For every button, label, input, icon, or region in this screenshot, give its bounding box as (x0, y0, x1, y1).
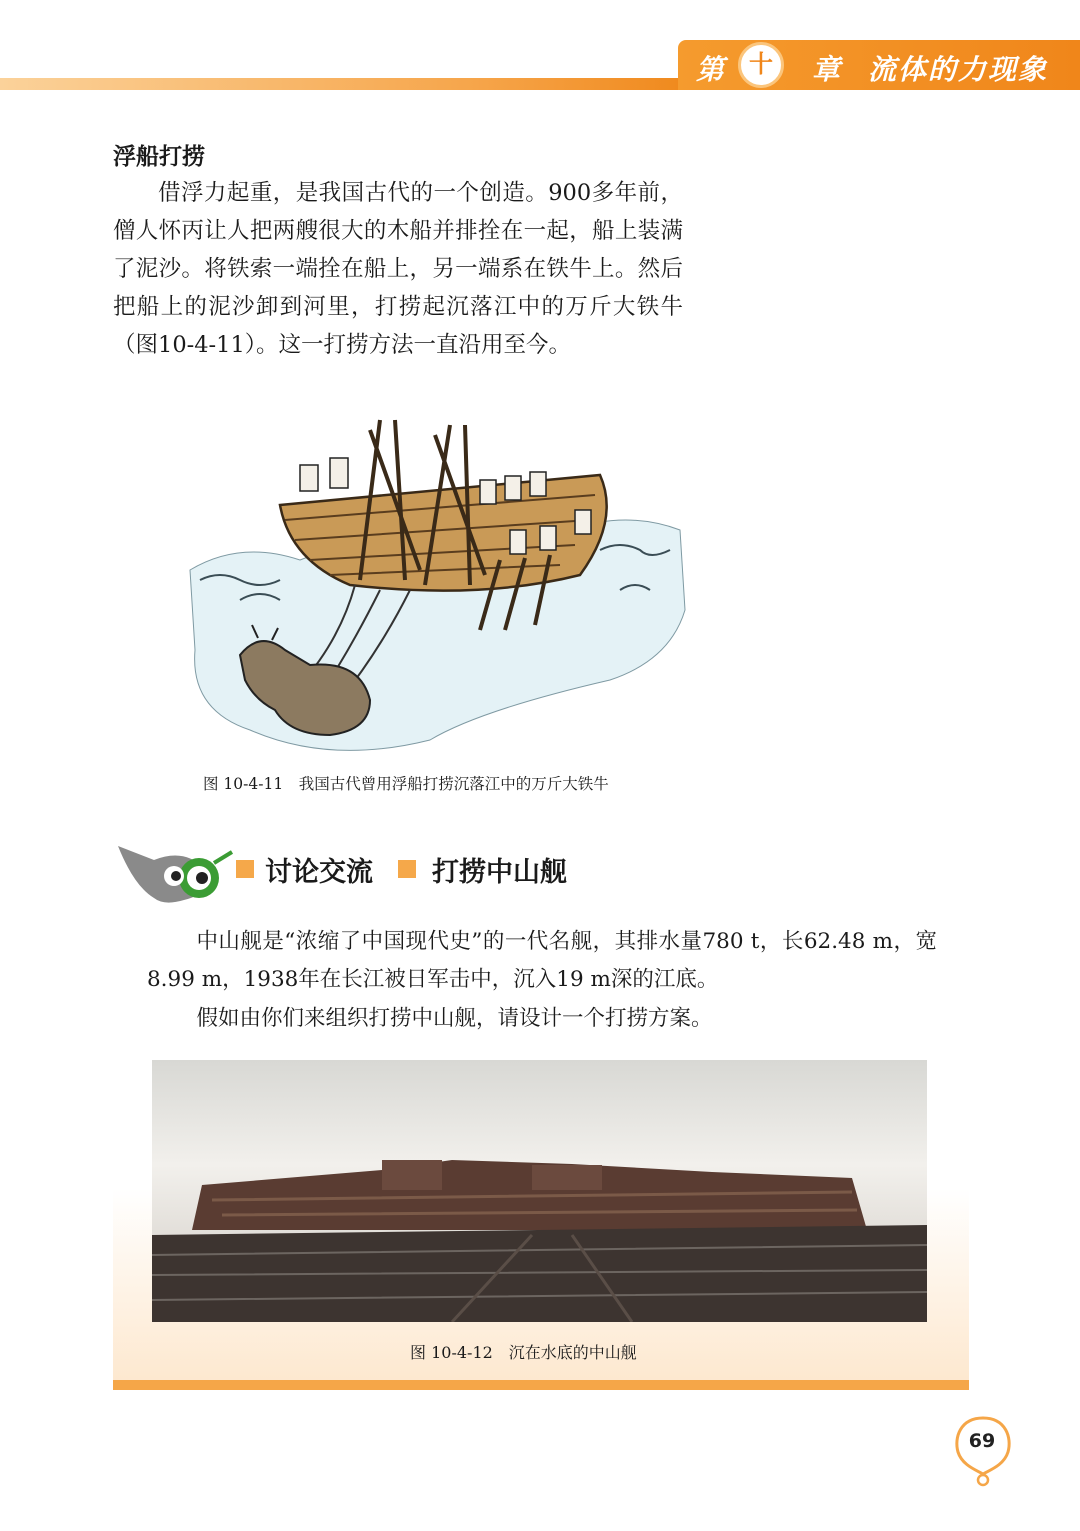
discussion-paragraph-1: 中山舰是“浓缩了中国现代史”的一代名舰，其排水量780 t，长62.48 m，宽8.99 m，1938年在长江被日军击中，沉入19 m深的江底。 (147, 929, 937, 992)
discussion-paragraph-2: 假如由你们来组织打捞中山舰，请设计一个打捞方案。 (196, 1006, 713, 1031)
section-paragraph: 借浮力起重，是我国古代的一个创造。900多年前，僧人怀丙让人把两艘很大的木船并排拴在一起，船上装满了泥沙。将铁索一端拴在船上，另一端系在铁牛上。然后把船上的泥沙卸到河里，打捞起沉落江中的万斤大铁牛（图10-4-11）。这一打捞方法一直沿用至今。 (113, 180, 683, 358)
discussion-square (236, 860, 254, 878)
page-number: 69 (968, 1430, 996, 1452)
discussion-label: 讨论交流 (265, 857, 373, 888)
section-heading: 浮船打捞 (113, 144, 205, 170)
chapter-tab (678, 40, 1080, 90)
chapter-title: 流体的力现象 (868, 53, 1049, 86)
figure2-bottom-bar (113, 1380, 969, 1390)
discussion-topic: 打捞中山舰 (432, 857, 567, 888)
figure2-caption: 图 10-4-12 沉在水底的中山舰 (410, 1343, 637, 1362)
chapter-prefix: 第 (696, 53, 727, 86)
mascot-icon (114, 838, 234, 908)
sunken-ship-photo (152, 1060, 927, 1322)
boat-salvage-illustration (180, 410, 690, 765)
figure1-caption: 图 10-4-11 我国古代曾用浮船打捞沉落江中的万斤大铁牛 (203, 775, 609, 793)
chapter-suffix: 章 (812, 53, 843, 86)
header-bar (0, 78, 680, 90)
topic-square (398, 860, 416, 878)
chapter-number: 十 (738, 42, 784, 88)
